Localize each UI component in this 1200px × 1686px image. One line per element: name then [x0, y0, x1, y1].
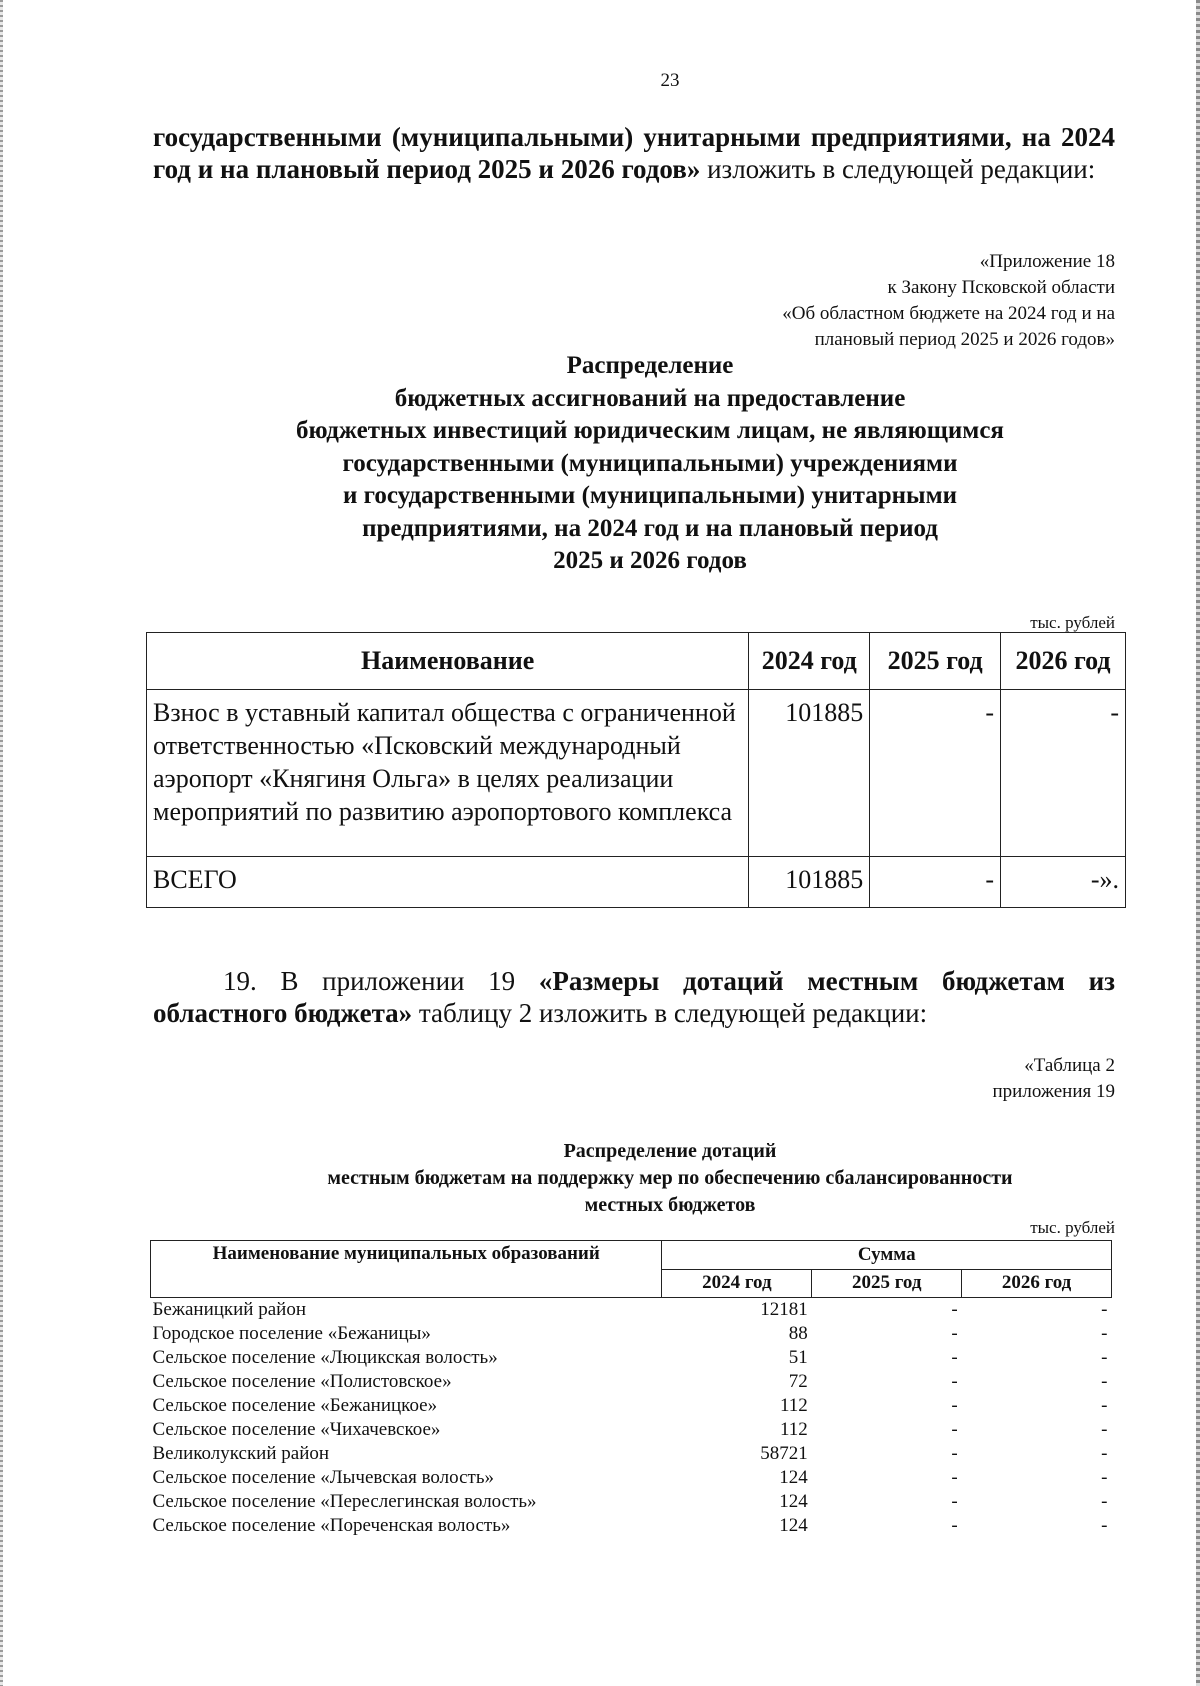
municipality-name: Сельское поселение «Лычевская волость» [152, 1467, 495, 1488]
table2-ref-line: «Таблица 2 [1024, 1055, 1115, 1076]
value-2024: 124 [779, 1515, 808, 1536]
value-2024: 101885 [749, 857, 870, 908]
row-name: Взнос в уставный капитал общества с ограниченной ответственностью «Псковский международный аэропорт «Княгиня Ольга» в целях реализации мероприятий по развитию аэропортового комплекса [147, 690, 749, 857]
value-2024: 12181 [760, 1299, 808, 1320]
municipality-name: Сельское поселение «Чихачевское» [152, 1419, 441, 1440]
title1-line: бюджетных ассигнований на предоставление [394, 384, 906, 412]
intro-bold-text: государственными (муниципальными) унитарными предприятиями, на 2024 год и на плановый период 2025 и 2026 годов» [153, 122, 1115, 184]
value-2024: 112 [780, 1419, 808, 1440]
intro-paragraph [153, 121, 1115, 185]
column-header-2026: 2026 год [962, 1269, 1112, 1298]
title2-line: местных бюджетов [584, 1194, 756, 1216]
investments-table [146, 632, 1126, 908]
appendix-18-line: к Закону Псковской области [887, 277, 1115, 298]
units-label: тыс. рублей [1030, 613, 1115, 632]
title-distribution-investments [150, 350, 1150, 578]
title1-line: 2025 и 2026 годов [553, 547, 747, 574]
value-2024: 124 [779, 1467, 808, 1488]
title2-line: Распределение дотаций [563, 1140, 777, 1162]
value-2024: 58721 [760, 1443, 808, 1464]
table-row [151, 1394, 1112, 1418]
municipality-name: Великолукский район [152, 1443, 330, 1464]
appendix-18-reference [782, 249, 1115, 353]
value-2025: - [951, 1467, 958, 1488]
units-label: тыс. рублей [1030, 1218, 1115, 1237]
column-header-2025: 2025 год [870, 633, 1001, 690]
paragraph-19 [153, 965, 1115, 1029]
value-2026: - [1101, 1323, 1108, 1344]
municipality-name: Сельское поселение «Пореченская волость» [152, 1515, 511, 1536]
municipality-name: Сельское поселение «Полистовское» [152, 1371, 452, 1392]
table-2-reference [993, 1053, 1115, 1105]
p19-bold-text: «Размеры дотаций местным бюджетам из областного бюджета» [153, 966, 1115, 1028]
intro-regular-text: изложить в следующей редакции: [700, 154, 1096, 184]
title-distribution-subsidies [150, 1138, 1190, 1219]
table-row [151, 1466, 1112, 1490]
municipality-name: Сельское поселение «Люцикская волость» [152, 1347, 498, 1368]
appendix-18-line: плановый период 2025 и 2026 годов» [814, 329, 1115, 350]
table-row [151, 1322, 1112, 1346]
value-2025: - [951, 1515, 958, 1536]
table2-ref-line: приложения 19 [992, 1081, 1115, 1102]
value-2024: 88 [788, 1323, 808, 1344]
column-header-name: Наименование [147, 633, 749, 690]
municipality-name: Сельское поселение «Переслегинская волость» [152, 1491, 537, 1512]
value-2024: 124 [779, 1491, 808, 1512]
title2-line: местным бюджетам на поддержку мер по обеспечению сбалансированности [327, 1167, 1013, 1189]
value-2026: - [1001, 690, 1126, 857]
appendix-18-line: «Приложение 18 [979, 251, 1115, 272]
table-row [151, 1370, 1112, 1394]
table-row [151, 1514, 1112, 1538]
title1-line: Распределение [566, 352, 734, 379]
value-2026: - [1101, 1395, 1108, 1416]
value-2025: - [951, 1395, 958, 1416]
table-row [151, 1442, 1112, 1466]
column-header-2025: 2025 год [812, 1269, 962, 1298]
value-2024: 51 [788, 1347, 808, 1368]
table-row [151, 1418, 1112, 1442]
column-header-2026: 2026 год [1001, 633, 1126, 690]
column-header-sum: Сумма [662, 1241, 1112, 1270]
value-2025: - [951, 1419, 958, 1440]
value-2025: - [951, 1371, 958, 1392]
page-number: 23 [660, 70, 680, 91]
value-2026: - [1101, 1443, 1108, 1464]
value-2025: - [951, 1347, 958, 1368]
title1-line: государственными (муниципальными) учреждениями [342, 449, 958, 477]
column-header-municipality: Наименование муниципальных образований [151, 1241, 662, 1298]
scan-edge-right [1196, 0, 1200, 1686]
title1-line: бюджетных инвестиций юридическим лицам, не являющимся [296, 417, 1004, 444]
table-row [151, 1490, 1112, 1514]
value-2026: - [1101, 1467, 1108, 1488]
value-2024: 101885 [749, 690, 870, 857]
value-2024: 112 [780, 1395, 808, 1416]
table-row [147, 690, 1126, 857]
p19-suffix: таблицу 2 изложить в следующей редакции: [412, 998, 928, 1028]
value-2025: - [951, 1323, 958, 1344]
value-2025: - [951, 1491, 958, 1512]
table-row [151, 1346, 1112, 1370]
subsidies-table [150, 1240, 1112, 1538]
column-header-2024: 2024 год [662, 1269, 812, 1298]
value-2025: - [870, 857, 1001, 908]
value-2025: - [870, 690, 1001, 857]
municipality-name: Бежаницкий район [152, 1299, 306, 1320]
value-2024: 72 [788, 1371, 808, 1392]
value-2026: - [1101, 1299, 1108, 1320]
scan-edge-left [0, 0, 3, 1686]
value-2025: - [951, 1443, 958, 1464]
value-2026: - [1101, 1371, 1108, 1392]
municipality-name: Сельское поселение «Бежаницкое» [152, 1395, 438, 1416]
appendix-18-line: «Об областном бюджете на 2024 год и на [782, 303, 1115, 324]
row-name: ВСЕГО [147, 857, 749, 908]
column-header-2024: 2024 год [749, 633, 870, 690]
value-2026: - [1101, 1419, 1108, 1440]
title1-line: и государственными (муниципальными) унитарными [342, 482, 958, 509]
title1-line: предприятиями, на 2024 год и на плановый период [362, 514, 938, 542]
value-2026: - [1101, 1491, 1108, 1512]
value-2026: - [1101, 1515, 1108, 1536]
municipality-name: Городское поселение «Бежаницы» [152, 1323, 431, 1344]
p19-prefix: 19. В приложении 19 [223, 966, 539, 996]
value-2026: - [1101, 1347, 1108, 1368]
table-row [151, 1298, 1112, 1323]
value-2025: - [951, 1299, 958, 1320]
table-row-total [147, 857, 1126, 908]
value-2026: -». [1001, 857, 1126, 908]
